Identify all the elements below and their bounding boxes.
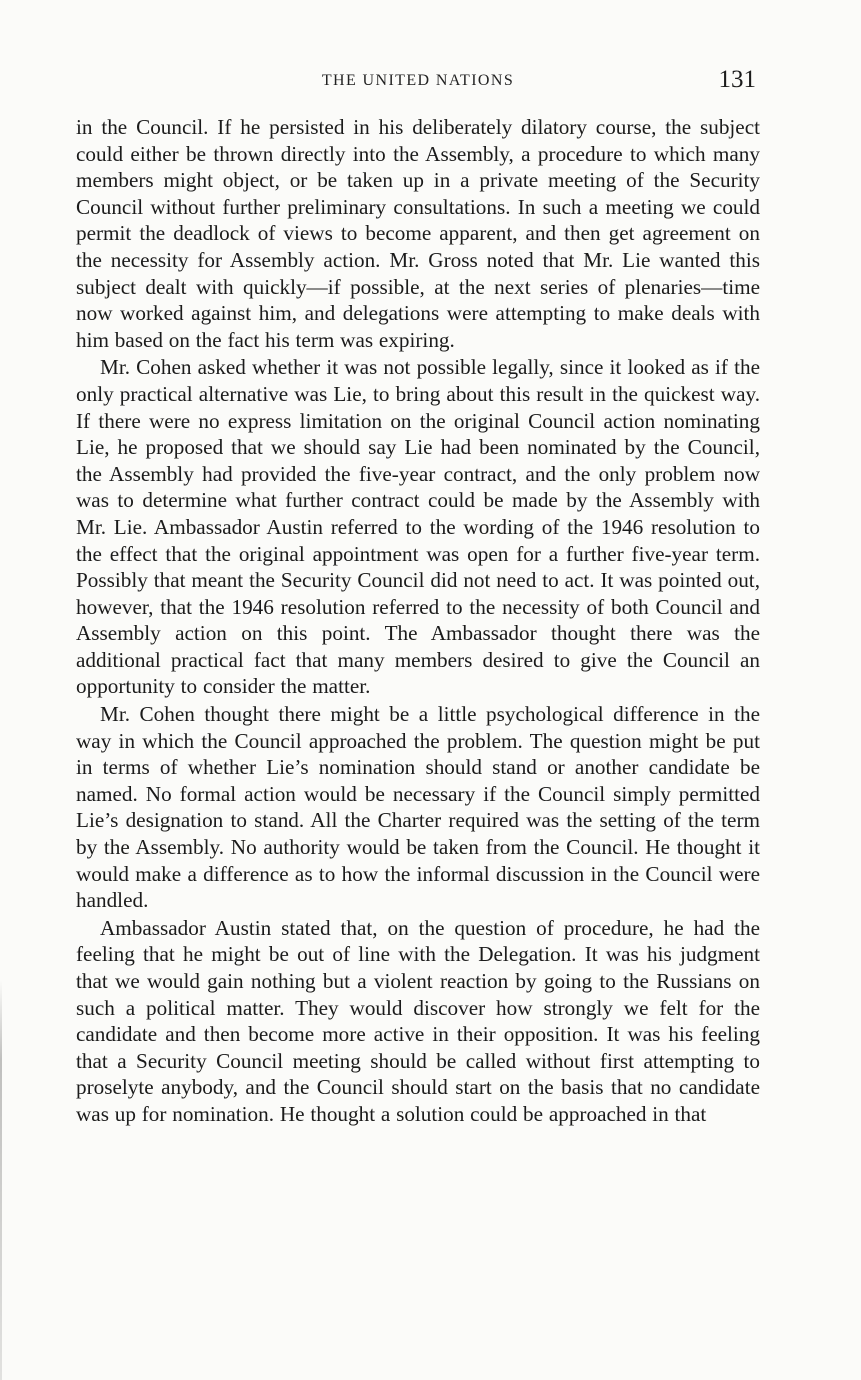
scan-edge-shadow: [0, 980, 2, 1380]
running-head: [76, 62, 760, 102]
paragraph-1: in the Council. If he persisted in his deliberately dilatory course, the subject could either be thrown directly into the Assembly, a procedure to which many members might object, or be taken up in a private meeting of the Security Council without further preliminary consultations. In such a meeting we could permit the deadlock of views to become apparent, and then get agreement on the necessity for Assembly action. Mr. Gross noted that Mr. Lie wanted this subject dealt with quickly—if possible, at the next series of plenaries—time now worked against him, and delegations were attempting to make deals with him based on the fact his term was expiring.: [76, 115, 760, 352]
running-title: THE UNITED NATIONS: [321, 72, 515, 89]
page-number: 131: [718, 66, 756, 93]
body-text: [76, 114, 760, 1128]
paragraph-3: Mr. Cohen thought there might be a little psychological difference in the way in which the Council approached the problem. The question might be put in terms of whether Lie’s nomination should stand or another candidate be named. No formal action would be necessary if the Council simply permitted Lie’s designation to stand. All the Charter required was the setting of the term by the Assembly. No authority would be taken from the Council. He thought it would make a difference as to how the informal discussion in the Council were handled.: [76, 702, 760, 913]
paragraph-4: Ambassador Austin stated that, on the question of procedure, he had the feeling that he might be out of line with the Delegation. It was his judgment that we would gain nothing but a violent reaction by going to the Russians on such a political matter. They would discover how strongly we felt for the candidate and then become more active in their opposition. It was his feeling that a Security Council meeting should be called without first attempting to proselyte anybody, and the Council should start on the basis that no candidate was up for nomination. He thought a solution could be approached in that: [76, 915, 760, 1126]
paragraph-2: Mr. Cohen asked whether it was not possible legally, since it looked as if the only practical alternative was Lie, to bring about this result in the quickest way. If there were no express limitation on the original Council action nominating Lie, he proposed that we should say Lie had been nominated by the Council, the Assembly had provided the five-year contract, and the only problem now was to determine what further contract could be made by the Assembly with Mr. Lie. Ambassador Austin referred to the wording of the 1946 resolution to the effect that the original appointment was open for a further five-year term. Possibly that meant the Security Council did not need to act. It was pointed out, however, that the 1946 resolution referred to the necessity of both Council and Assembly action on this point. The Ambassador thought there was the additional practical fact that many members desired to give the Council an opportunity to consider the matter.: [76, 355, 760, 699]
